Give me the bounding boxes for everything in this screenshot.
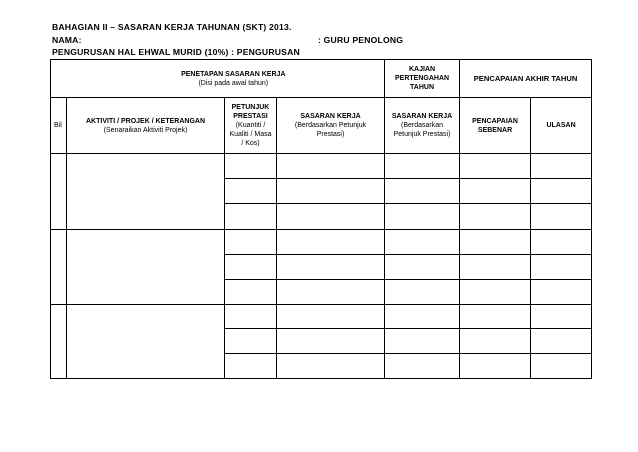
sasaran-sub2: Prestasi)	[316, 131, 345, 138]
pencapaian-value-cell[interactable]	[460, 154, 531, 179]
ulasan-header: ULASAN	[531, 98, 592, 154]
pencapaian-value-cell[interactable]	[460, 280, 531, 305]
ulasan-value-cell[interactable]	[531, 305, 592, 329]
ulasan-value-cell[interactable]	[531, 230, 592, 255]
sasaran2-sub1: (Berdasarkan	[401, 122, 444, 129]
kajian-value-cell[interactable]	[385, 154, 460, 179]
skt-grid	[50, 59, 592, 379]
kajian-line1: KAJIAN	[409, 66, 436, 73]
sasaran-sub1: (Berdasarkan Petunjuk	[294, 122, 367, 129]
kajian-value-cell[interactable]	[385, 204, 460, 230]
ulasan-value-cell[interactable]	[531, 179, 592, 204]
sasaran2-title: SASARAN KERJA	[391, 113, 453, 120]
petunjuk-header	[225, 98, 277, 154]
kajian-value-cell[interactable]	[385, 280, 460, 305]
section-title: BAHAGIAN II – SASARAN KERJA TAHUNAN (SKT) 2013.	[52, 22, 292, 32]
petunjuk-cell[interactable]	[225, 354, 277, 379]
grid-header-row-1	[51, 60, 592, 98]
pencapaian-value-cell[interactable]	[460, 354, 531, 379]
section-subtitle: PENGURUSAN HAL EHWAL MURID (10%) : PENGURUSAN	[52, 47, 300, 57]
kajian-value-cell[interactable]	[385, 230, 460, 255]
bil-top-cell	[51, 60, 67, 98]
ulasan-value-cell[interactable]	[531, 354, 592, 379]
ulasan-value-cell[interactable]	[531, 329, 592, 354]
aktiviti-header	[67, 98, 225, 154]
penetapan-subtitle-text: (Disi pada awal tahun)	[198, 79, 269, 87]
petunjuk-line2: PRESTASI	[233, 113, 268, 120]
pencapaian-value-cell[interactable]	[460, 204, 531, 230]
grid-header-row-2	[51, 98, 592, 154]
kajian-value-cell[interactable]	[385, 179, 460, 204]
penetapan-title-text: PENETAPAN SASARAN KERJA	[181, 70, 286, 78]
sasaran-cell[interactable]	[277, 255, 385, 280]
table-row	[51, 154, 592, 179]
pencapaian-value-cell[interactable]	[460, 305, 531, 329]
ulasan-value-cell[interactable]	[531, 280, 592, 305]
petunjuk-cell[interactable]	[225, 305, 277, 329]
pencapaian-line2: SEBENAR	[477, 126, 513, 134]
kajian-value-cell[interactable]	[385, 329, 460, 354]
pencapaian-akhir-cell: PENCAPAIAN AKHIR TAHUN	[460, 60, 592, 98]
aktiviti-cell	[67, 154, 225, 230]
ulasan-value-cell[interactable]	[531, 204, 592, 230]
pencapaian-value-cell[interactable]	[460, 179, 531, 204]
petunjuk-cell[interactable]	[225, 154, 277, 179]
table-row	[51, 230, 592, 255]
bil-cell	[51, 230, 67, 305]
ulasan-value-cell[interactable]	[531, 154, 592, 179]
sasaran2-sub2: Petunjuk Prestasi)	[393, 131, 451, 138]
sasaran-cell[interactable]	[277, 179, 385, 204]
petunjuk-cell[interactable]	[225, 204, 277, 230]
kajian-line2: PERTENGAHAN	[395, 75, 450, 82]
petunjuk-cell[interactable]	[225, 230, 277, 255]
nama-line	[52, 35, 404, 45]
kajian-value-cell[interactable]	[385, 305, 460, 329]
bil-cell	[51, 154, 67, 230]
aktiviti-cell	[67, 305, 225, 379]
sasaran-cell[interactable]	[277, 329, 385, 354]
petunjuk-cell[interactable]	[225, 179, 277, 204]
kajian-value-cell[interactable]	[385, 255, 460, 280]
table-row	[51, 305, 592, 329]
sasaran-title: SASARAN KERJA	[300, 113, 361, 120]
kajian-cell	[385, 60, 460, 98]
petunjuk-line4: Kualiti / Masa	[229, 131, 272, 138]
aktiviti-title: AKTIVITI / PROJEK / KETERANGAN	[85, 117, 205, 125]
nama-value: : GURU PENOLONG	[318, 35, 404, 45]
petunjuk-cell[interactable]	[225, 255, 277, 280]
sasaran-cell[interactable]	[277, 280, 385, 305]
ulasan-value-cell[interactable]	[531, 255, 592, 280]
bil-cell	[51, 305, 67, 379]
pencapaian-value-cell[interactable]	[460, 255, 531, 280]
pencapaian-value-cell[interactable]	[460, 230, 531, 255]
bil-header: Bil	[51, 98, 67, 154]
sasaran2-header	[385, 98, 460, 154]
petunjuk-line3: (Kuantiti /	[235, 122, 266, 129]
kajian-line3: TAHUN	[410, 84, 435, 91]
sasaran-cell[interactable]	[277, 204, 385, 230]
penetapan-cell	[67, 60, 385, 98]
petunjuk-line1: PETUNJUK	[231, 104, 270, 111]
aktiviti-subtitle: (Senaraikan Aktiviti Projek)	[103, 126, 188, 134]
petunjuk-cell[interactable]	[225, 329, 277, 354]
pencapaian-sebenar-header	[460, 98, 531, 154]
sasaran-cell[interactable]	[277, 230, 385, 255]
petunjuk-line5: / Kos)	[241, 140, 260, 147]
petunjuk-cell[interactable]	[225, 280, 277, 305]
sasaran-header	[277, 98, 385, 154]
sasaran-cell[interactable]	[277, 305, 385, 329]
pencapaian-value-cell[interactable]	[460, 329, 531, 354]
nama-label: NAMA:	[52, 35, 82, 45]
sasaran-cell[interactable]	[277, 154, 385, 179]
aktiviti-cell	[67, 230, 225, 305]
kajian-value-cell[interactable]	[385, 354, 460, 379]
sasaran-cell[interactable]	[277, 354, 385, 379]
pencapaian-line1: PENCAPAIAN	[472, 117, 518, 125]
